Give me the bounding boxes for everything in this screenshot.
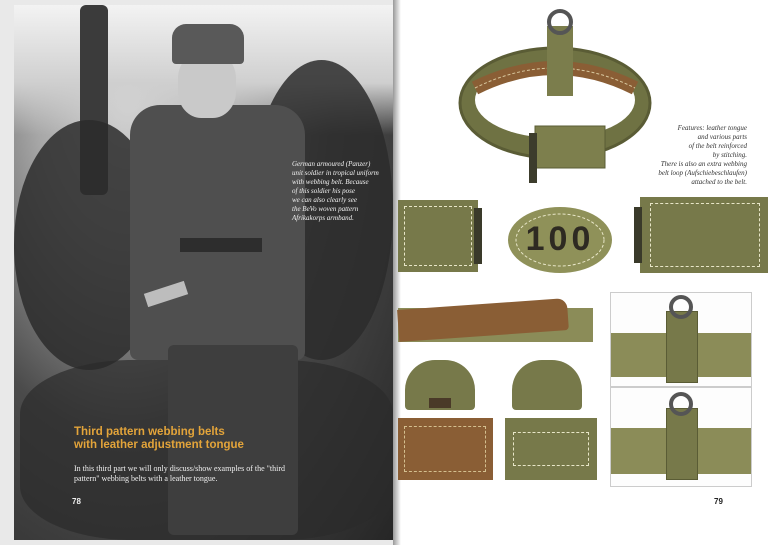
stitching <box>404 206 472 266</box>
leather-tongue-detail <box>398 300 593 344</box>
stitching <box>650 203 760 267</box>
page-number-right: 79 <box>714 497 723 506</box>
belt-end-detail-right <box>640 197 768 273</box>
soldier-webbing-belt <box>180 238 262 252</box>
page-number-left: 78 <box>72 497 81 506</box>
belt-clip <box>634 207 642 263</box>
belt-end-detail-left <box>398 200 478 272</box>
section-heading: Third pattern webbing belts with leather adjustment tongue <box>74 426 244 451</box>
belt-clip <box>474 208 482 264</box>
belt-tab-end-right <box>512 360 582 410</box>
belt-tab-end-left <box>405 360 475 410</box>
leather-reinforcement-detail <box>398 418 493 480</box>
photo-caption: German armoured (Panzer) unit soldier in tropical uniform with webbing belt. Because of this soldier his pose we can also clearly see the BeVo woven pattern Afrikakorps armband. <box>292 160 379 222</box>
size-stamp-text: 100 <box>525 220 595 258</box>
webbing-stitch-detail <box>505 418 597 480</box>
belt-loop-photo-top <box>610 292 752 387</box>
soldier-cap <box>172 24 244 64</box>
intro-text: In this third part we will only discuss/show examples of the "third pattern" webbing belts with a leather tongue. <box>74 464 286 483</box>
soldier-tunic <box>130 105 305 360</box>
right-caption: Features: leather tongue and various parts of the belt reinforced by stitching. There is also an extra webbing belt loop (Aufschiebeschlaufen) attached to the belt. <box>658 124 747 186</box>
belt-loop-photo-bottom <box>610 387 752 487</box>
